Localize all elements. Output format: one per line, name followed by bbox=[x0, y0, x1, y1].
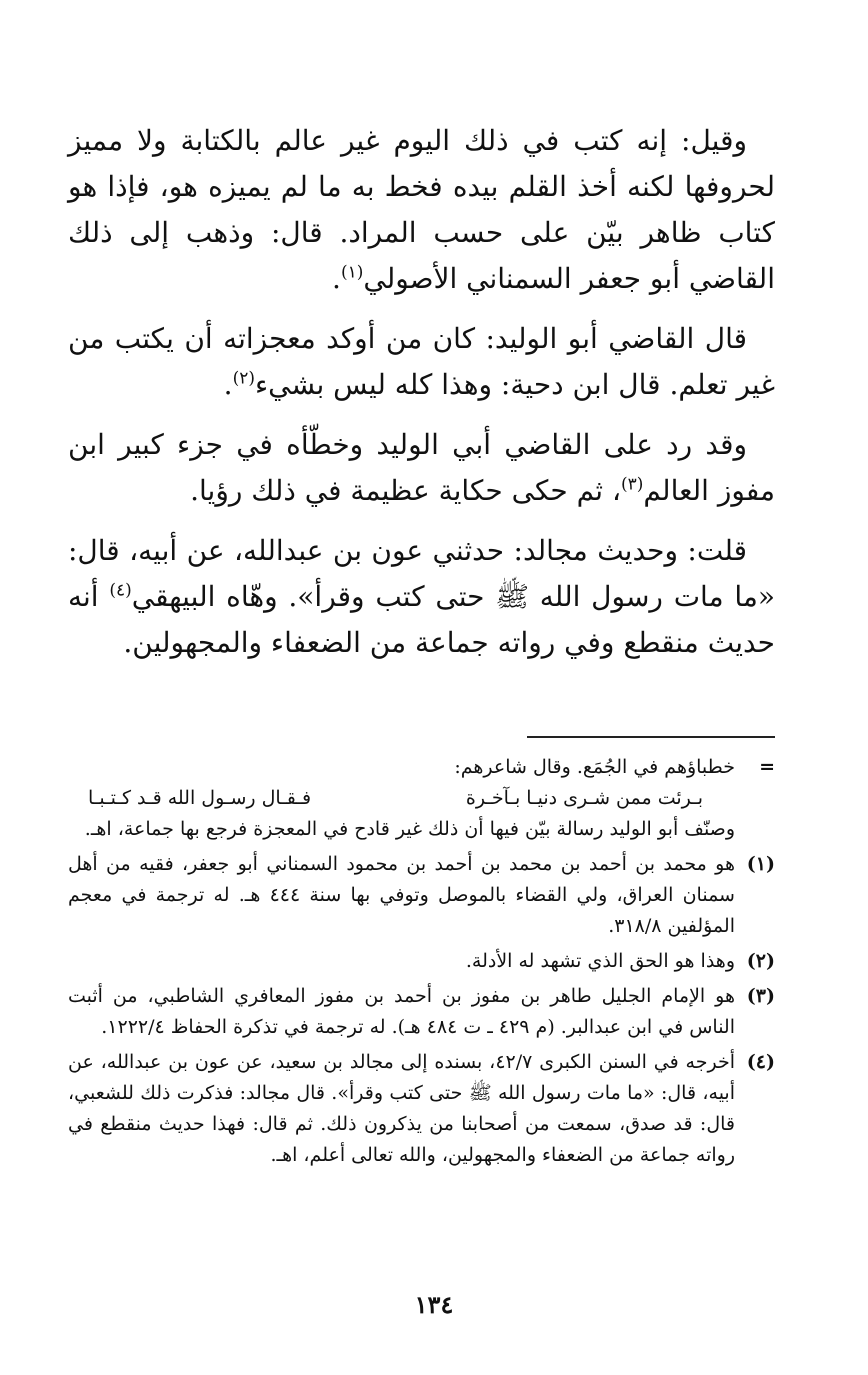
footnote-ref-4[interactable]: (٤) bbox=[109, 580, 132, 601]
continuation-rest: وصنّف أبو الوليد رسالة بيّن فيها أن ذلك غير قادح في المعجزة فرجع بها جماعة، اهـ. bbox=[84, 818, 735, 840]
main-text bbox=[68, 118, 775, 680]
paragraph-2: قال القاضي أبو الوليد: كان من أوكد معجزاته أن يكتب من غير تعلم. قال ابن دحية: وهذا كله ليس بشيء$^{(٢)}$. bbox=[68, 322, 775, 401]
continuation-marker: = bbox=[759, 756, 775, 778]
footnote-text: هو محمد بن أحمد بن محمد بن أحمد بن محمود السمناني أبو جعفر، فقيه من أهل سمنان العراق، ولي القضاء بالموصل وتوفي بها سنة ٤٤٤ هـ. له ترجمة في معجم المؤلفين ٣١٨/٨. bbox=[68, 853, 735, 937]
paragraph-3: وقد رد على القاضي أبي الوليد وخطّأه في جزء كبير ابن مفوز العالم$^{(٣)}$، ثم حكى حكاية عظيمة في ذلك رؤيا. bbox=[68, 428, 775, 507]
footnote-ref-1[interactable]: (١) bbox=[340, 262, 364, 283]
paragraph-4: قلت: وحديث مجالد: حدثني عون بن عبدالله، عن أبيه، قال: «ما مات رسول الله ﷺ حتى كتب وقرأ». وهّاه البيهقي$^{(٤)}$ أنه حديث منقطع وفي رواته جماعة من الضعفاء والمجهولين. bbox=[68, 534, 775, 659]
footnote-number: (٤) bbox=[746, 1051, 775, 1073]
footnote-text: هو الإمام الجليل طاهر بن مفوز بن أحمد بن مفوز المعافري الشاطبي، من أثبت الناس في ابن عبدالبر. (م ٤٢٩ ـ ت ٤٨٤ هـ). له ترجمة في تذكرة الحفاظ ١٢٢٢/٤. bbox=[68, 985, 735, 1038]
footnote-text: وهذا هو الحق الذي تشهد له الأدلة. bbox=[465, 950, 735, 972]
footnote-text: أخرجه في السنن الكبرى ٤٢/٧، بسنده إلى مجالد بن سعيد، عن عون بن عبدالله، عن أبيه، قال: «ما مات رسول الله ﷺ حتى كتب وقرأ». قال مجالد: فذكرت ذلك للشعبي، قال: قد صدق، سمعت من أصحابنا من يذكرون ذلك. ثم قال: فهذا حديث منقطع في رواته جماعة من الضعفاء والمجهولين، والله تعالى أعلم، اهـ. bbox=[68, 1051, 735, 1166]
footnote-3 bbox=[68, 981, 775, 1043]
footnotes bbox=[68, 752, 775, 1175]
continuation-line: خطباؤهم في الجُمَع. وقال شاعرهم: bbox=[454, 756, 735, 778]
footnote-number: (١) bbox=[746, 853, 775, 875]
footnote-2 bbox=[68, 946, 775, 977]
footnote-ref-3[interactable]: (٣) bbox=[621, 474, 644, 495]
verse-first-hemistich: بـرئت ممن شـرى دنيـا بـآخـرة bbox=[465, 787, 703, 809]
footnote-1 bbox=[68, 849, 775, 942]
footnote-number: (٢) bbox=[746, 950, 775, 972]
page-number: ١٣٤ bbox=[414, 1290, 454, 1319]
footnote-separator bbox=[527, 736, 775, 738]
paragraph-1: وقيل: إنه كتب في ذلك اليوم غير عالم بالكتابة ولا مميز لحروفها لكنه أخذ القلم بيده فخط به ما لم يميزه هو، فإذا هو كتاب ظاهر بيّن على حسب المراد. قال: وذهب إلى ذلك القاضي أبو جعفر السمناني الأصولي$^{(١)}$. bbox=[68, 124, 775, 295]
verse-line bbox=[68, 783, 735, 814]
verse-second-hemistich: فـقـال رسـول الله قـد كـتـبـا bbox=[88, 787, 312, 809]
footnote-number: (٣) bbox=[746, 985, 775, 1007]
footnote-continuation bbox=[68, 752, 775, 845]
footnote-ref-2[interactable]: (٢) bbox=[232, 368, 255, 389]
footnote-4 bbox=[68, 1047, 775, 1171]
